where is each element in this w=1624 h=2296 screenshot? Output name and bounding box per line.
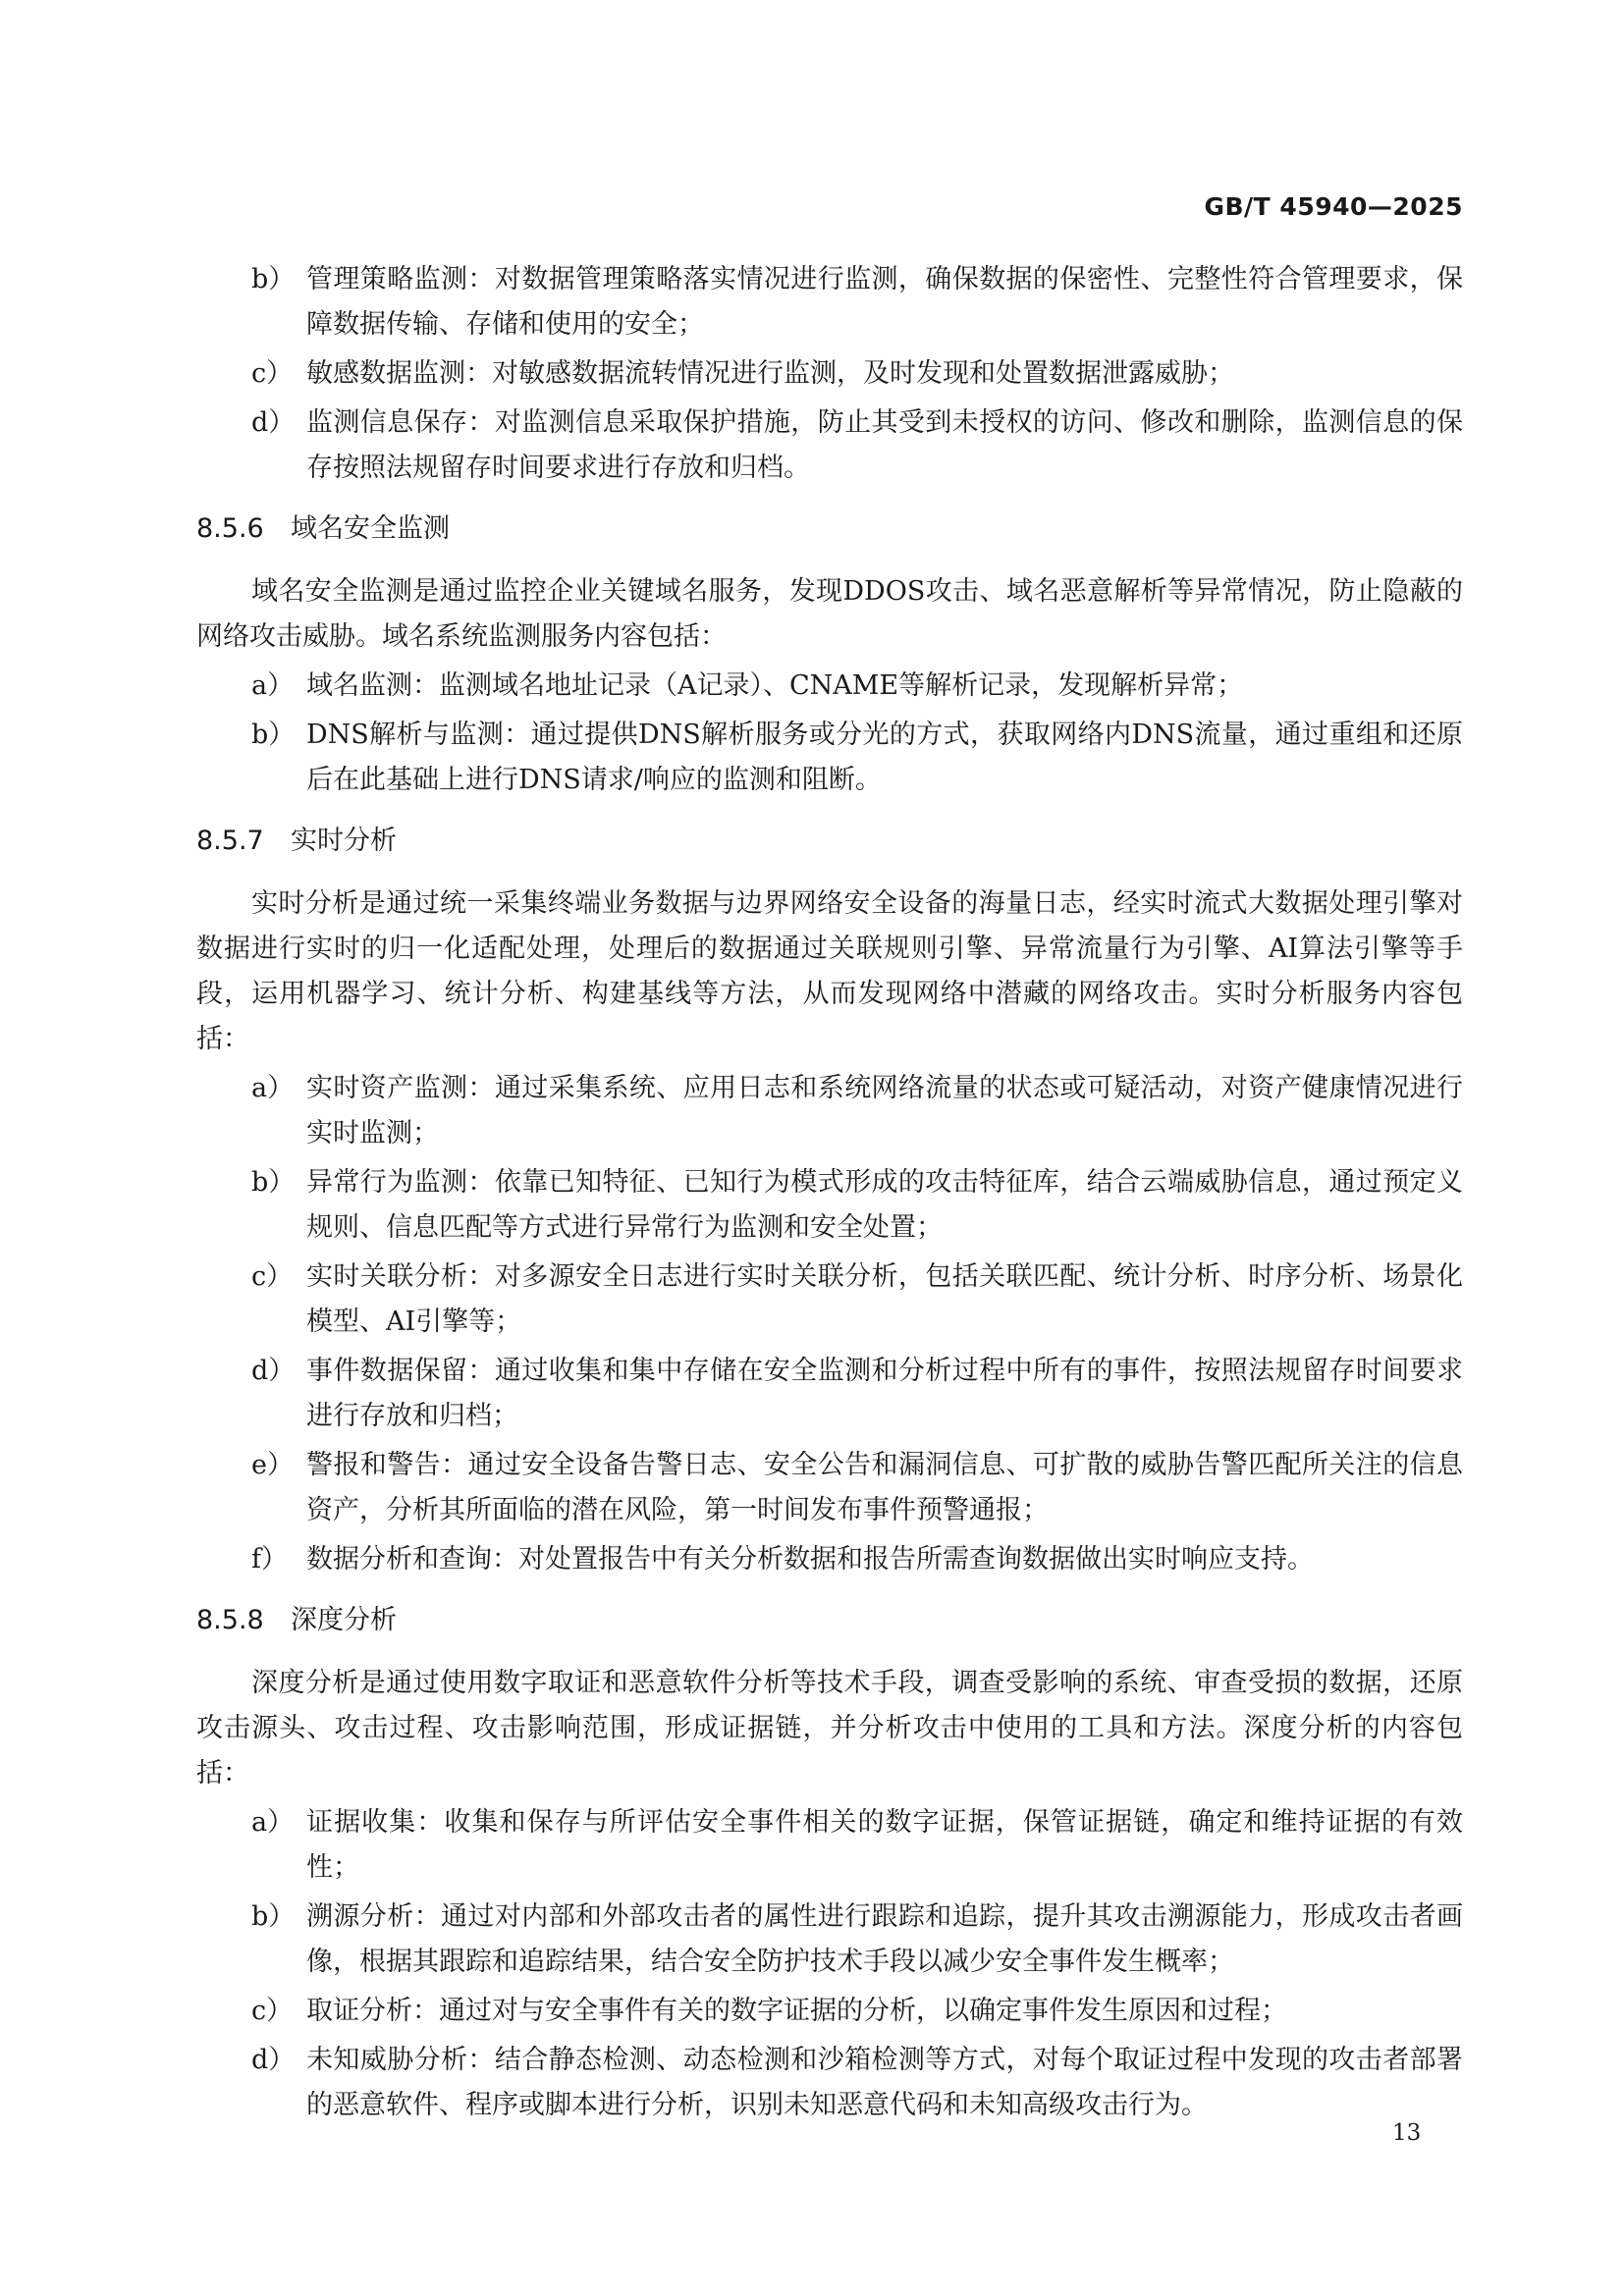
list-item xyxy=(196,664,1463,709)
section-intro: 深度分析是通过使用数字取证和恶意软件分析等技术手段，调查受影响的系统、审查受损的数据，还原攻击源头、攻击过程、攻击影响范围，形成证据链，并分析攻击中使用的工具和方法。深度分析的内容包括： xyxy=(196,1668,1463,1789)
list-item xyxy=(196,1989,1463,2034)
list-text: 异常行为监测：依靠已知特征、已知行为模式形成的攻击特征库，结合云端威胁信息，通过预定义规则、信息匹配等方式进行异常行为监测和安全处置； xyxy=(306,1167,1463,1243)
list-text: 实时资产监测：通过采集系统、应用日志和系统网络流量的状态或可疑活动，对资产健康情况进行实时监测； xyxy=(306,1073,1463,1148)
list-label: a） xyxy=(251,1073,295,1103)
section-heading-8-5-7 xyxy=(196,819,1463,864)
list-item xyxy=(196,1895,1463,1985)
page-number: 13 xyxy=(1392,2120,1422,2146)
list-label: e） xyxy=(251,1450,294,1480)
list-item xyxy=(196,1443,1463,1533)
list-item xyxy=(196,400,1463,491)
list-label: b） xyxy=(251,264,296,294)
list-text: 取证分析：通过对与安全事件有关的数字证据的分析，以确定事件发生原因和过程； xyxy=(306,1996,1287,2026)
list-text: DNS解析与监测：通过提供DNS解析服务或分光的方式，获取网络内DNS流量，通过重组和还原后在此基础上进行DNS请求/响应的监测和阻断。 xyxy=(306,720,1463,795)
list-label: c） xyxy=(251,1996,294,2026)
section-intro: 实时分析是通过统一采集终端业务数据与边界网络安全设备的海量日志，经实时流式大数据处理引擎对数据进行实时的归一化适配处理，处理后的数据通过关联规则引擎、异常流量行为引擎、AI算法引擎等手段，运用机器学习、统计分析、构建基线等方法，从而发现网络中潜藏的网络攻击。实时分析服务内容包括： xyxy=(196,888,1463,1054)
list-label: a） xyxy=(251,1807,295,1838)
list-text: 数据分析和查询：对处置报告中有关分析数据和报告所需查询数据做出实时响应支持。 xyxy=(306,1544,1314,1575)
list-item xyxy=(196,1349,1463,1439)
section-number: 8.5.8 xyxy=(196,1605,264,1635)
list-text: 事件数据保留：通过收集和集中存储在安全监测和分析过程中所有的事件，按照法规留存时间要求进行存放和归档； xyxy=(306,1356,1463,1431)
section-title: 深度分析 xyxy=(291,1605,397,1635)
section-title: 域名安全监测 xyxy=(291,513,450,544)
list-label: a） xyxy=(251,670,295,701)
list-label: c） xyxy=(251,358,294,389)
list-text: 管理策略监测：对数据管理策略落实情况进行监测，确保数据的保密性、完整性符合管理要求，保障数据传输、存储和使用的安全； xyxy=(306,264,1463,340)
list-label: c） xyxy=(251,1261,294,1292)
list-text: 域名监测：监测域名地址记录（A记录）、CNAME等解析记录，发现解析异常； xyxy=(306,670,1244,701)
section-title: 实时分析 xyxy=(291,826,397,856)
list-text: 敏感数据监测：对敏感数据流转情况进行监测，及时发现和处置数据泄露威胁； xyxy=(306,358,1234,389)
list-text: 未知威胁分析：结合静态检测、动态检测和沙箱检测等方式，对每个取证过程中发现的攻击者部署的恶意软件、程序或脚本进行分析，识别未知恶意代码和未知高级攻击行为。 xyxy=(306,2045,1463,2120)
list-label: b） xyxy=(251,1167,296,1198)
standard-code: GB/T 45940—2025 xyxy=(1204,192,1463,221)
list-label: d） xyxy=(251,1356,296,1386)
list-item xyxy=(196,257,1463,347)
list-text: 证据收集：收集和保存与所评估安全事件相关的数字证据，保管证据链，确定和维持证据的有效性； xyxy=(306,1807,1463,1883)
list-item xyxy=(196,1160,1463,1251)
list-monitoring-items xyxy=(196,257,1463,491)
list-item xyxy=(196,1800,1463,1891)
list-text: 监测信息保存：对监测信息采取保护措施，防止其受到未授权的访问、修改和删除，监测信息的保存按照法规留存时间要求进行存放和归档。 xyxy=(306,407,1463,483)
list-text: 实时关联分析：对多源安全日志进行实时关联分析，包括关联匹配、统计分析、时序分析、场景化模型、AI引擎等； xyxy=(306,1261,1463,1337)
section-number: 8.5.7 xyxy=(196,826,264,856)
list-item xyxy=(196,1066,1463,1156)
list-text: 溯源分析：通过对内部和外部攻击者的属性进行跟踪和追踪，提升其攻击溯源能力，形成攻击者画像，根据其跟踪和追踪结果，结合安全防护技术手段以减少安全事件发生概率； xyxy=(306,1901,1463,1977)
section-intro: 域名安全监测是通过监控企业关键域名服务，发现DDOS攻击、域名恶意解析等异常情况，防止隐蔽的网络攻击威胁。域名系统监测服务内容包括： xyxy=(196,576,1463,652)
list-item xyxy=(196,351,1463,397)
list-label: f） xyxy=(251,1544,288,1575)
list-label: d） xyxy=(251,407,296,438)
list-label: d） xyxy=(251,2045,296,2075)
list-text: 警报和警告：通过安全设备告警日志、安全公告和漏洞信息、可扩散的威胁告警匹配所关注的信息资产，分析其所面临的潜在风险，第一时间发布事件预警通报； xyxy=(306,1450,1463,1525)
section-heading-8-5-8 xyxy=(196,1598,1463,1643)
list-item xyxy=(196,1255,1463,1345)
section-number: 8.5.6 xyxy=(196,513,264,544)
list-label: b） xyxy=(251,1901,296,1932)
list-label: b） xyxy=(251,720,296,750)
list-item xyxy=(196,713,1463,803)
section-heading-8-5-6 xyxy=(196,507,1463,552)
document-body xyxy=(196,257,1463,2132)
list-item xyxy=(196,2038,1463,2128)
list-item xyxy=(196,1537,1463,1582)
